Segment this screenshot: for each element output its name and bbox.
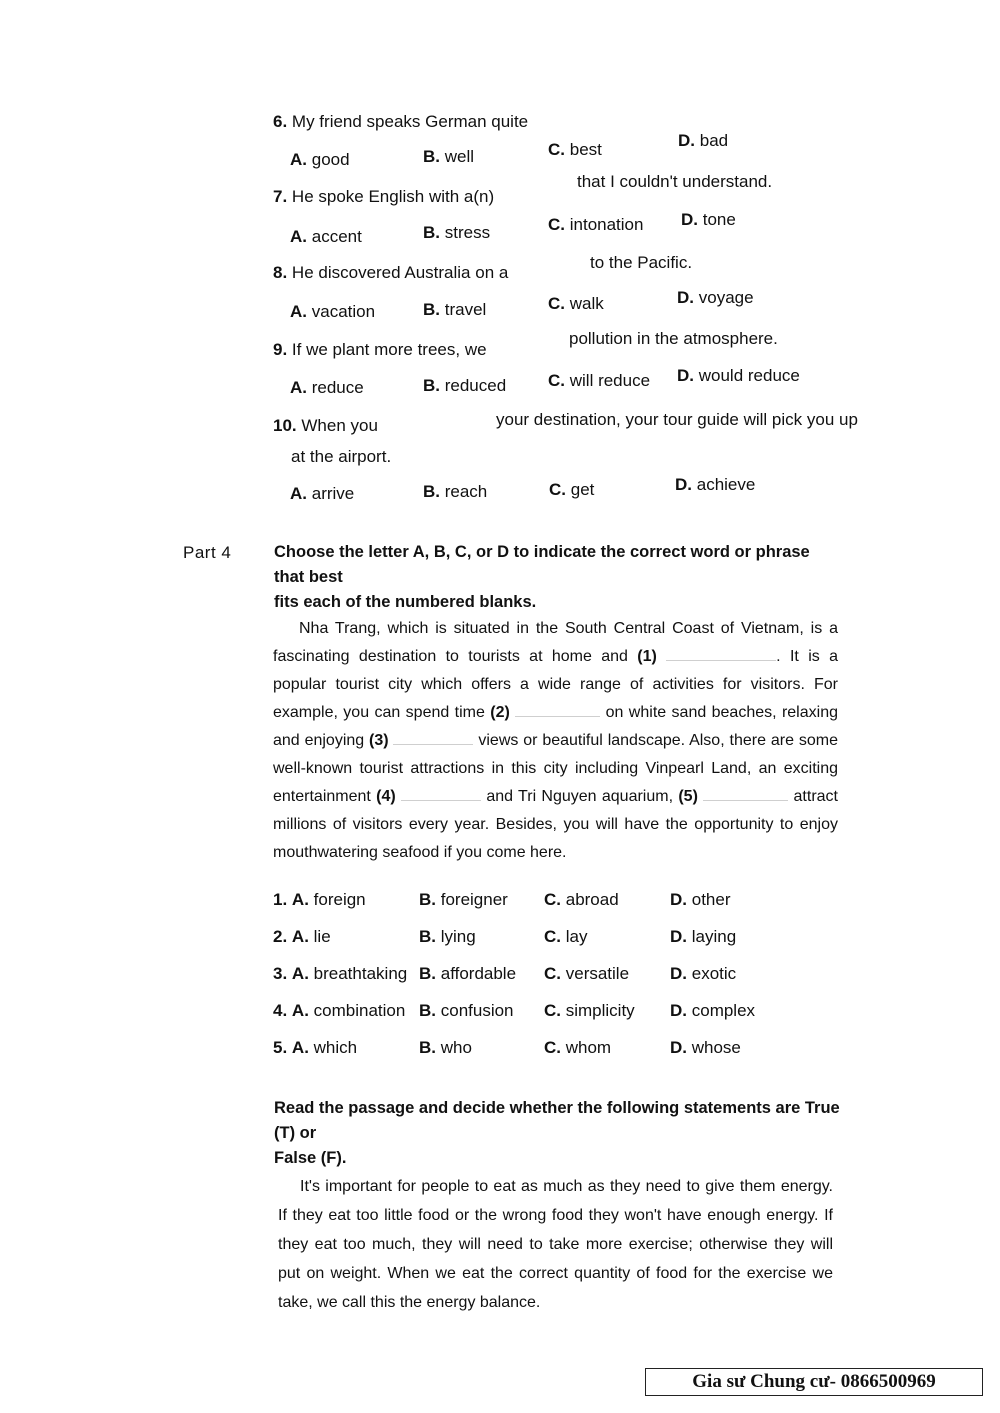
option-c: C. best (548, 140, 602, 159)
question-stem: 9. If we plant more trees, we (273, 340, 487, 359)
question-stem: 6. My friend speaks German quite (273, 112, 529, 131)
blank (515, 702, 600, 717)
blank-marker: (4) (376, 788, 396, 805)
option-d: D. would reduce (677, 366, 800, 385)
blank (703, 786, 788, 801)
blank-marker: (2) (490, 704, 510, 721)
blank (401, 786, 481, 801)
option-c: C. intonation (548, 215, 644, 234)
option-c: C. get (549, 480, 595, 499)
question-stem-continuation: that I couldn't understand. (577, 172, 773, 191)
option-a: A. vacation (290, 302, 376, 321)
question-stem-continuation: your destination, your tour guide will pick you up (496, 410, 858, 429)
part-label: Part 4 (183, 543, 232, 562)
option-a: A. arrive (290, 484, 355, 503)
footer-contact-box: Gia sư Chung cư- 0866500969 (645, 1368, 983, 1396)
option-a: A. good (290, 150, 350, 169)
blank (666, 646, 776, 661)
part4-instruction: Choose the letter A, B, C, or D to indicate the correct word or phrase that best fits each of the numbered blanks. (274, 543, 810, 611)
option-d: D. bad (678, 131, 729, 150)
option-c: C. walk (548, 294, 604, 313)
blank-marker: (5) (678, 788, 698, 805)
option-b: B. well (423, 147, 475, 166)
option-b: B. reduced (423, 376, 507, 395)
question-stem-continuation: at the airport. (291, 447, 392, 466)
question-stem-continuation: pollution in the atmosphere. (569, 329, 778, 348)
question-stem-continuation: to the Pacific. (590, 253, 693, 272)
option-a: A. reduce (290, 378, 364, 397)
option-d: D. tone (681, 210, 736, 229)
question-stem: 8. He discovered Australia on a (273, 263, 509, 282)
option-d: D. achieve (675, 475, 756, 494)
option-d: D. voyage (677, 288, 754, 307)
option-b: B. stress (423, 223, 491, 242)
part5-instruction: Read the passage and decide whether the following statements are True (T) or False (F). (274, 1099, 840, 1167)
option-c: C. will reduce (548, 371, 651, 390)
question-stem: 10. When you (273, 416, 378, 435)
option-b: B. travel (423, 300, 487, 319)
blank-marker: (1) (637, 648, 657, 665)
option-b: B. reach (423, 482, 488, 501)
part4-passage: Nha Trang, which is situated in the South Central Coast of Vietnam, is a fascinating destination to tourists at home and (1) . It is a popular tourist city which offers a wide range of activities for visitors. For example, you can spend time (2) on white sand beaches, relaxing and enjoying (3) views or beautiful landscape. Also, there are some well-known tourist attractions in this city including Vinpearl Land, an exciting entertainment (4) and Tri Nguyen aquarium, (5) attract millions of visitors every year. Besides, you will have the opportunity to enjoy mouthwatering seafood if you come here. (273, 620, 838, 861)
part5-passage: It's important for people to eat as much as they need to give them energy. If they eat too little food or the wrong food they won't have enough energy. If they eat too much, they will need to take more exercise; otherwise they will put on weight. When we eat the correct quantity of food for the exercise we take, we call this the energy balance. (278, 1178, 833, 1311)
question-stem: 7. He spoke English with a(n) (273, 187, 495, 206)
blank-marker: (3) (369, 732, 389, 749)
option-a: A. accent (290, 227, 362, 246)
blank (393, 730, 473, 745)
